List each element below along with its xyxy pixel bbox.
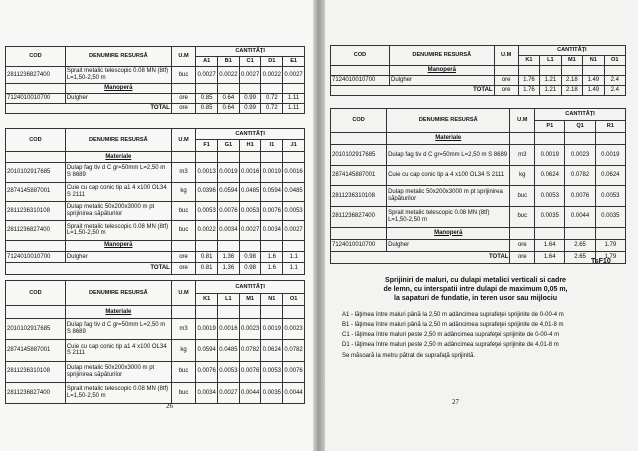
unit-cell: m3 (171, 163, 195, 182)
header-cantitati: CANTITĂŢI (535, 109, 626, 121)
total-row (6, 263, 305, 274)
resource-table (5, 280, 305, 404)
quantity-cell: 0.0076 (196, 361, 218, 382)
empty-cell (595, 227, 625, 239)
section-label: Manoperă (65, 84, 171, 94)
quantity-cell: 0.81 (196, 263, 218, 274)
header-denumire: DENUMIRE RESURSĂ (65, 281, 171, 306)
unit-cell: ore (171, 252, 195, 263)
table-row (6, 201, 305, 220)
empty-cell (6, 306, 66, 319)
variant-d1: D1 - lăţimea între maluri peste 2,50 m adâncimea suprafeţei sprijinite de 4,01-8 m (342, 342, 559, 348)
header-cantitati: CANTITĂŢI (196, 47, 305, 57)
empty-cell (283, 151, 305, 162)
resource-code: 2874145887001 (6, 182, 66, 201)
section-row (6, 84, 305, 94)
unit-cell: buc (171, 383, 195, 404)
header-cantitati: CANTITĂŢI (196, 281, 305, 294)
variant-column-header: L1 (218, 293, 240, 306)
empty-cell (239, 84, 261, 94)
resource-name: Dulgher (387, 239, 510, 251)
variant-column-header: O1 (604, 56, 625, 66)
header-um: U.M (494, 46, 518, 66)
quantity-cell: 1.79 (595, 239, 625, 251)
quantity-cell: 0.0035 (595, 206, 625, 227)
quantity-cell: 0.72 (261, 104, 283, 114)
unit-cell: buc (171, 361, 195, 382)
section-label: Materiale (387, 133, 510, 145)
resource-table (5, 46, 305, 114)
quantity-cell: 1.64 (535, 251, 565, 263)
quantity-cell: 0.0624 (535, 165, 565, 186)
quantity-cell: 0.98 (239, 263, 261, 274)
quantity-cell: 0.0053 (239, 201, 261, 220)
header-cod: COD (6, 281, 66, 306)
quantity-cell: 0.0027 (218, 383, 240, 404)
table-row (6, 163, 305, 182)
section-label: Manoperă (65, 240, 171, 251)
empty-cell (196, 240, 218, 251)
resource-name: Sprait metalic telescopic 0.08 MN (8tf) L=1,50-2,50 m (387, 206, 510, 227)
empty-cell (261, 151, 283, 162)
empty-cell (565, 133, 595, 145)
unit-cell: m3 (171, 318, 195, 339)
quantity-cell: 0.0016 (283, 163, 305, 182)
empty-cell (283, 84, 305, 94)
table-row (6, 340, 305, 361)
quantity-cell: 1.21 (540, 86, 561, 96)
empty-cell (196, 306, 218, 319)
quantity-cell: 1.76 (518, 76, 539, 86)
section-label: Materiale (65, 306, 171, 319)
resource-name: Sprait metalic telescopic 0.08 MN (8tf) L=1,50-2,50 m (65, 67, 171, 84)
resource-code: 7124010010700 (331, 76, 390, 86)
empty-cell (171, 306, 195, 319)
header-um: U.M (171, 47, 195, 67)
table-row (6, 67, 305, 84)
empty-cell (283, 306, 305, 319)
quantity-cell: 1.79 (595, 251, 625, 263)
empty-cell (565, 227, 595, 239)
empty-cell (218, 306, 240, 319)
quantity-cell: 2.65 (565, 251, 595, 263)
quantity-cell: 0.0053 (283, 201, 305, 220)
quantity-cell: 0.0016 (239, 163, 261, 182)
quantity-cell: 2.4 (604, 76, 625, 86)
resource-code: 2874145887001 (331, 165, 387, 186)
quantity-cell: 0.0034 (218, 221, 240, 240)
quantity-cell: 0.0396 (196, 182, 218, 201)
quantity-cell: 0.0076 (239, 361, 261, 382)
section-label: Manoperă (387, 227, 510, 239)
variant-column-header: K1 (196, 293, 218, 306)
quantity-cell: 0.0019 (218, 163, 240, 182)
resource-name: Cuie cu cap conic tip a 4 x100 OL34 S 2111 (387, 165, 510, 186)
table-row (6, 318, 305, 339)
quantity-cell: 0.0076 (283, 361, 305, 382)
resource-name: Dulap metalic 50x200x3000 m pt sprijinirea săpăturilor (387, 186, 510, 207)
table-row (6, 94, 305, 104)
empty-cell (171, 151, 195, 162)
unit-cell: kg (171, 182, 195, 201)
resource-code: 2811236310108 (6, 361, 66, 382)
empty-cell (218, 84, 240, 94)
empty-cell (583, 66, 604, 76)
title-line: la sapaturi de fundatie, in teren usor sau mijlociu (394, 295, 557, 303)
resource-code: 2010102917685 (6, 163, 66, 182)
norm-code: TsF10 (591, 258, 611, 265)
variant-column-header: I1 (261, 140, 283, 151)
quantity-cell: 0.0594 (218, 182, 240, 201)
empty-cell (261, 306, 283, 319)
norm-title (368, 276, 583, 303)
variant-column-header: J1 (283, 140, 305, 151)
header-cod: COD (331, 109, 387, 133)
table-row (331, 206, 626, 227)
table-row (6, 383, 305, 404)
empty-cell (261, 84, 283, 94)
quantity-cell: 0.0035 (261, 383, 283, 404)
header-cod: COD (331, 46, 390, 66)
variant-column-header: C1 (239, 57, 261, 67)
quantity-cell: 1.1 (283, 252, 305, 263)
unit-cell: buc (171, 67, 195, 84)
header-row (331, 109, 626, 121)
resource-name: Dulap metalic 50x200x3000 m pt sprijinirea săpăturilor (65, 361, 171, 382)
resource-code: 2811236310108 (6, 201, 66, 220)
empty-cell (595, 133, 625, 145)
empty-cell (561, 66, 582, 76)
resource-code: 2811236310108 (331, 186, 387, 207)
resource-name: Dulap fag tiv d C gr=50mm L=2,50 m S 8689 (387, 145, 510, 166)
empty-cell (239, 306, 261, 319)
quantity-cell: 0.0019 (261, 163, 283, 182)
quantity-cell: 0.0034 (261, 221, 283, 240)
quantity-cell: 1.76 (518, 86, 539, 96)
unit-cell: buc (171, 201, 195, 220)
variant-column-header: F1 (196, 140, 218, 151)
quantity-cell: 0.64 (218, 104, 240, 114)
quantity-cell: 0.0053 (218, 361, 240, 382)
empty-cell (261, 240, 283, 251)
header-cod: COD (6, 129, 66, 152)
resource-name: Cuie cu cap conic tip a1 4 x100 OL34 S 2111 (65, 340, 171, 361)
resource-code: 2811236827400 (6, 221, 66, 240)
measure-note: Se măsoară la metru pătrat de suprafaţă sprijinită. (342, 353, 476, 359)
quantity-cell: 1.1 (283, 263, 305, 274)
empty-cell (6, 240, 66, 251)
variant-column-header: M1 (239, 293, 261, 306)
left-page-number: 26 (166, 402, 173, 410)
unit-cell: buc (510, 206, 535, 227)
unit-cell: kg (171, 340, 195, 361)
empty-cell (331, 133, 387, 145)
empty-cell (535, 133, 565, 145)
quantity-cell: 1.6 (261, 252, 283, 263)
total-row (331, 86, 626, 96)
empty-cell (6, 84, 66, 94)
section-label: Manoperă (390, 66, 495, 76)
quantity-cell: 0.0027 (239, 221, 261, 240)
resource-name: Sprait metalic telescopic 0.08 MN (8tf) L=1,50-2,50 m (65, 383, 171, 404)
quantity-cell: 0.0053 (261, 361, 283, 382)
variant-column-header: L1 (540, 56, 561, 66)
table-row (331, 165, 626, 186)
quantity-cell: 0.0022 (218, 67, 240, 84)
quantity-cell: 0.0076 (565, 186, 595, 207)
total-label: TOTAL (331, 251, 510, 263)
unit-cell: buc (171, 221, 195, 240)
quantity-cell: 0.0027 (239, 67, 261, 84)
resource-name: Cuie cu cap conic tip a1 4 x100 OL34 S 2111 (65, 182, 171, 201)
quantity-cell: 0.0027 (283, 221, 305, 240)
quantity-cell: 0.0023 (283, 318, 305, 339)
quantity-cell: 0.0034 (196, 383, 218, 404)
empty-cell (218, 240, 240, 251)
title-line: Sprijiniri de maluri, cu dulapi metalici verticali si cadre (385, 277, 566, 284)
quantity-cell: 0.72 (261, 94, 283, 104)
total-row (6, 104, 305, 114)
header-denumire: DENUMIRE RESURSĂ (387, 109, 510, 133)
header-row (6, 47, 305, 57)
empty-cell (540, 66, 561, 76)
empty-cell (239, 240, 261, 251)
section-label: Materiale (65, 151, 171, 162)
book-spine (313, 0, 325, 451)
unit-cell: m3 (510, 145, 535, 166)
variant-column-header: O1 (283, 293, 305, 306)
variant-column-header: N1 (261, 293, 283, 306)
variant-column-header: B1 (218, 57, 240, 67)
quantity-cell: 1.36 (218, 252, 240, 263)
quantity-cell: 1.21 (540, 76, 561, 86)
quantity-cell: 2.65 (565, 239, 595, 251)
header-um: U.M (510, 109, 535, 133)
section-row (331, 133, 626, 145)
quantity-cell: 0.85 (196, 94, 218, 104)
quantity-cell: 1.64 (535, 239, 565, 251)
header-um: U.M (171, 129, 195, 152)
section-row (6, 240, 305, 251)
unit-cell: ore (494, 76, 518, 86)
header-cantitati: CANTITĂŢI (518, 46, 625, 56)
unit-cell: ore (171, 94, 195, 104)
variant-c1: C1 - lăţimea între maluri peste 2,50 m adâncimea suprafeţei sprijinite de 0-00-4 m (342, 332, 560, 338)
quantity-cell: 0.0019 (261, 318, 283, 339)
quantity-cell: 0.81 (196, 252, 218, 263)
header-denumire: DENUMIRE RESURSĂ (390, 46, 495, 66)
total-row (331, 251, 626, 263)
variant-column-header: R1 (595, 121, 625, 133)
resource-table (5, 128, 305, 275)
resource-table (330, 45, 626, 96)
total-label: TOTAL (331, 86, 495, 96)
resource-code: 2010102917685 (331, 145, 387, 166)
variant-column-header: P1 (535, 121, 565, 133)
unit-cell: ore (510, 251, 535, 263)
total-label: TOTAL (6, 104, 172, 114)
empty-cell (331, 227, 387, 239)
unit-cell: ore (494, 86, 518, 96)
quantity-cell: 0.0044 (239, 383, 261, 404)
quantity-cell: 2.18 (561, 86, 582, 96)
empty-cell (510, 227, 535, 239)
section-row (331, 66, 626, 76)
total-label: TOTAL (6, 263, 172, 274)
quantity-cell: 0.0485 (218, 340, 240, 361)
quantity-cell: 0.99 (239, 94, 261, 104)
header-cod: COD (6, 47, 66, 67)
quantity-cell: 0.0019 (595, 145, 625, 166)
resource-name: Dulgher (390, 76, 495, 86)
quantity-cell: 0.0022 (261, 67, 283, 84)
quantity-cell: 0.0044 (565, 206, 595, 227)
quantity-cell: 0.98 (239, 252, 261, 263)
quantity-cell: 0.85 (196, 104, 218, 114)
variant-column-header: M1 (561, 56, 582, 66)
empty-cell (218, 151, 240, 162)
variant-column-header: Q1 (565, 121, 595, 133)
unit-cell: ore (510, 239, 535, 251)
quantity-cell: 1.6 (261, 263, 283, 274)
quantity-cell: 1.49 (583, 76, 604, 86)
resource-name: Dulap metalic 50x200x3000 m pt sprijinirea săpăturilor (65, 201, 171, 220)
quantity-cell: 0.0782 (283, 340, 305, 361)
empty-cell (510, 133, 535, 145)
empty-cell (196, 151, 218, 162)
variant-column-header: G1 (218, 140, 240, 151)
variant-column-header: A1 (196, 57, 218, 67)
variant-column-header: D1 (261, 57, 283, 67)
resource-code: 7124010010700 (6, 94, 66, 104)
empty-cell (535, 227, 565, 239)
unit-cell: buc (510, 186, 535, 207)
quantity-cell: 0.0023 (565, 145, 595, 166)
empty-cell (604, 66, 625, 76)
table-row (6, 182, 305, 201)
quantity-cell: 0.0076 (218, 201, 240, 220)
empty-cell (494, 66, 518, 76)
header-denumire: DENUMIRE RESURSĂ (65, 129, 171, 152)
unit-cell: kg (510, 165, 535, 186)
quantity-cell: 0.99 (239, 104, 261, 114)
variant-column-header: H1 (239, 140, 261, 151)
variant-a1: A1 - lăţimea între maluri până la 2,50 m adâncimea suprafeţei sprijinite de 0-00-4 m (342, 312, 564, 318)
resource-code: 2811236827400 (331, 206, 387, 227)
table-row (331, 145, 626, 166)
quantity-cell: 0.0019 (535, 145, 565, 166)
table-row (331, 186, 626, 207)
variant-b1: B1 - lăţimea între maluri până la 2,50 m adâncimea suprafeţei sprijinite de 4,01-8 m (342, 322, 564, 328)
quantity-cell: 0.0013 (196, 163, 218, 182)
empty-cell (171, 240, 195, 251)
right-page-number: 27 (452, 398, 459, 406)
empty-cell (196, 84, 218, 94)
resource-code: 7124010010700 (6, 252, 66, 263)
empty-cell (283, 240, 305, 251)
resource-code: 2874145887001 (6, 340, 66, 361)
resource-code: 2010102917685 (6, 318, 66, 339)
quantity-cell: 0.0022 (196, 221, 218, 240)
unit-cell: ore (171, 263, 195, 274)
quantity-cell: 0.64 (218, 94, 240, 104)
resource-code: 7124010010700 (331, 239, 387, 251)
quantity-cell: 0.0782 (565, 165, 595, 186)
header-row (6, 129, 305, 140)
section-row (6, 306, 305, 319)
quantity-cell: 1.49 (583, 86, 604, 96)
header-row (6, 281, 305, 294)
quantity-cell: 1.11 (283, 104, 305, 114)
header-cantitati: CANTITĂŢI (196, 129, 305, 140)
section-row (6, 151, 305, 162)
unit-cell: ore (171, 104, 195, 114)
empty-cell (6, 151, 66, 162)
resource-name: Sprait metalic telescopic 0.08 MN (8tf) L=1,50-2,50 m (65, 221, 171, 240)
section-row (331, 227, 626, 239)
quantity-cell: 0.0027 (283, 67, 305, 84)
quantity-cell: 0.0485 (239, 182, 261, 201)
header-row (331, 46, 626, 56)
empty-cell (331, 66, 390, 76)
title-line: de lemn, cu interspatii intre dulapi de maximum 0,05 m, (383, 286, 568, 294)
variant-column-header: K1 (518, 56, 539, 66)
quantity-cell: 0.0023 (239, 318, 261, 339)
quantity-cell: 0.0044 (283, 383, 305, 404)
table-row (6, 361, 305, 382)
quantity-cell: 0.0782 (239, 340, 261, 361)
quantity-cell: 1.11 (283, 94, 305, 104)
quantity-cell: 1.36 (218, 263, 240, 274)
quantity-cell: 0.0594 (261, 182, 283, 201)
resource-name: Dulgher (65, 94, 171, 104)
header-denumire: DENUMIRE RESURSĂ (65, 47, 171, 67)
table-row (6, 252, 305, 263)
resource-name: Dulap fag tiv d C gr=50mm L=2,50 m S 8689 (65, 318, 171, 339)
table-row (331, 239, 626, 251)
quantity-cell: 2.4 (604, 86, 625, 96)
resource-code: 2811236827400 (6, 383, 66, 404)
quantity-cell: 0.0053 (535, 186, 565, 207)
resource-name: Dulgher (65, 252, 171, 263)
quantity-cell: 0.0594 (196, 340, 218, 361)
quantity-cell: 0.0624 (595, 165, 625, 186)
quantity-cell: 2.18 (561, 76, 582, 86)
empty-cell (518, 66, 539, 76)
quantity-cell: 0.0016 (218, 318, 240, 339)
table-row (6, 221, 305, 240)
quantity-cell: 0.0624 (261, 340, 283, 361)
empty-cell (171, 84, 195, 94)
quantity-cell: 0.0076 (261, 201, 283, 220)
table-row (331, 76, 626, 86)
variant-column-header: E1 (283, 57, 305, 67)
resource-table (330, 108, 626, 264)
quantity-cell: 0.0035 (535, 206, 565, 227)
quantity-cell: 0.0053 (595, 186, 625, 207)
resource-code: 2811236827400 (6, 67, 66, 84)
empty-cell (239, 151, 261, 162)
header-um: U.M (171, 281, 195, 306)
resource-name: Dulap fag tiv d C gr=50mm L=2,50 m S 8689 (65, 163, 171, 182)
quantity-cell: 0.0485 (283, 182, 305, 201)
quantity-cell: 0.0027 (196, 67, 218, 84)
variant-column-header: N1 (583, 56, 604, 66)
quantity-cell: 0.0053 (196, 201, 218, 220)
quantity-cell: 0.0019 (196, 318, 218, 339)
